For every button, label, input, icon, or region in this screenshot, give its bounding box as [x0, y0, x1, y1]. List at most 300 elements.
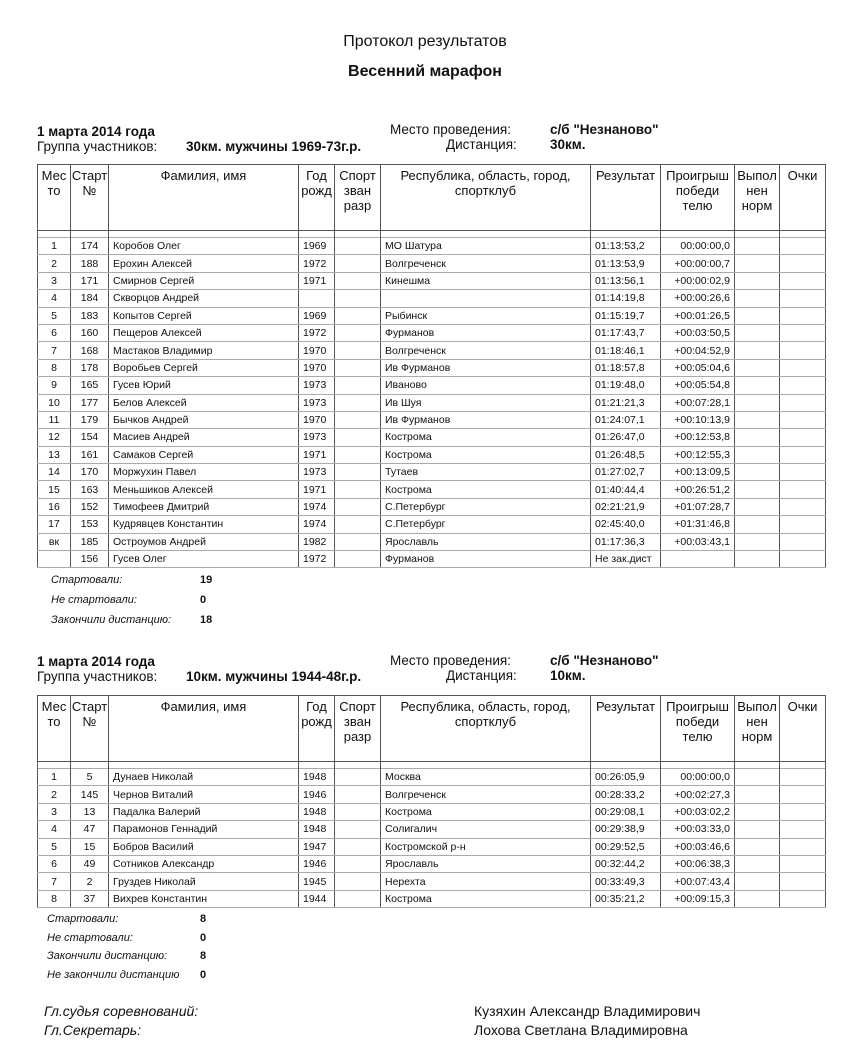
- points-cell: [780, 803, 826, 820]
- sport-rank-cell: [335, 342, 381, 359]
- start-number-cell: 152: [71, 498, 109, 515]
- gap-cell: +00:00:02,9: [661, 272, 735, 289]
- norm-cell: [735, 516, 780, 533]
- result-cell: 01:13:56,1: [591, 272, 661, 289]
- result-cell: 01:18:46,1: [591, 342, 661, 359]
- col-norm-header: Выпол нен норм: [735, 696, 780, 762]
- chief-judge-name: Кузяхин Александр Владимирович: [474, 1003, 701, 1019]
- gap-cell: +00:00:00,7: [661, 255, 735, 272]
- col-gap-header: Проигрыш победи телю: [661, 165, 735, 231]
- start-number-cell: 170: [71, 464, 109, 481]
- birth-year-cell: 1973: [299, 464, 335, 481]
- col-points-header: Очки: [780, 696, 826, 762]
- points-cell: [780, 359, 826, 376]
- norm-cell: [735, 429, 780, 446]
- gap-cell: +00:12:55,3: [661, 446, 735, 463]
- sport-rank-cell: [335, 377, 381, 394]
- gap-cell: +00:03:50,5: [661, 324, 735, 341]
- start-number-cell: 163: [71, 481, 109, 498]
- gap-cell: +01:07:28,7: [661, 498, 735, 515]
- result-cell: Не зак.дист: [591, 551, 661, 568]
- result-cell: 01:15:19,7: [591, 307, 661, 324]
- start-number-cell: 153: [71, 516, 109, 533]
- col-birth-year-header: Год рожд: [299, 165, 335, 231]
- norm-cell: [735, 769, 780, 786]
- place-cell: [38, 551, 71, 568]
- points-cell: [780, 342, 826, 359]
- points-cell: [780, 324, 826, 341]
- sport-rank-cell: [335, 481, 381, 498]
- result-cell: 01:26:48,5: [591, 446, 661, 463]
- chief-secretary-name: Лохова Светлана Владимировна: [474, 1022, 688, 1038]
- norm-cell: [735, 394, 780, 411]
- name-cell: Смирнов Сергей: [109, 272, 299, 289]
- table-row: [38, 890, 826, 907]
- points-cell: [780, 769, 826, 786]
- birth-year-cell: 1970: [299, 342, 335, 359]
- start-number-cell: 188: [71, 255, 109, 272]
- sport-rank-cell: [335, 533, 381, 550]
- name-cell: Пещеров Алексей: [109, 324, 299, 341]
- place-cell: 1: [38, 238, 71, 255]
- start-number-cell: 160: [71, 324, 109, 341]
- points-cell: [780, 786, 826, 803]
- norm-cell: [735, 803, 780, 820]
- place-cell: 11: [38, 411, 71, 428]
- norm-cell: [735, 873, 780, 890]
- sport-rank-cell: [335, 551, 381, 568]
- club-cell: Ив Фурманов: [381, 359, 591, 376]
- result-cell: 02:21:21,9: [591, 498, 661, 515]
- gap-cell: 00:00:00,0: [661, 769, 735, 786]
- points-cell: [780, 272, 826, 289]
- norm-cell: [735, 464, 780, 481]
- points-cell: [780, 551, 826, 568]
- section-2-venue: с/б "Незнаново": [550, 653, 659, 668]
- club-cell: С.Петербург: [381, 516, 591, 533]
- club-cell: Кострома: [381, 803, 591, 820]
- points-cell: [780, 307, 826, 324]
- club-cell: Волгреченск: [381, 255, 591, 272]
- club-cell: Волгреченск: [381, 342, 591, 359]
- stat-label: Закончили дистанцию:: [47, 950, 168, 962]
- place-cell: 2: [38, 786, 71, 803]
- result-cell: 00:29:38,9: [591, 821, 661, 838]
- norm-cell: [735, 498, 780, 515]
- col-name-header: Фамилия, имя: [109, 165, 299, 231]
- birth-year-cell: 1974: [299, 498, 335, 515]
- place-cell: 5: [38, 307, 71, 324]
- sport-rank-cell: [335, 307, 381, 324]
- birth-year-cell: 1973: [299, 377, 335, 394]
- norm-cell: [735, 838, 780, 855]
- table-row: [38, 324, 826, 341]
- gap-cell: +00:04:52,9: [661, 342, 735, 359]
- club-cell: Фурманов: [381, 551, 591, 568]
- points-cell: [780, 890, 826, 907]
- club-cell: Москва: [381, 769, 591, 786]
- stat-value: 0: [200, 968, 207, 981]
- col-norm-header: Выпол нен норм: [735, 165, 780, 231]
- norm-cell: [735, 255, 780, 272]
- stat-value: 8: [200, 913, 207, 925]
- sport-rank-cell: [335, 359, 381, 376]
- name-cell: Воробьев Сергей: [109, 359, 299, 376]
- name-cell: Ерохин Алексей: [109, 255, 299, 272]
- name-cell: Груздев Николай: [109, 873, 299, 890]
- result-cell: 02:45:40,0: [591, 516, 661, 533]
- gap-cell: [661, 551, 735, 568]
- club-cell: Ив Фурманов: [381, 411, 591, 428]
- section-2-group-label: Группа участников:: [37, 669, 158, 684]
- birth-year-cell: 1973: [299, 394, 335, 411]
- table-row: [38, 255, 826, 272]
- gap-cell: +00:02:27,3: [661, 786, 735, 803]
- col-start-number-header: Старт №: [71, 165, 109, 231]
- club-cell: Ярославль: [381, 855, 591, 872]
- gap-cell: +00:03:33,0: [661, 821, 735, 838]
- table-row: [38, 533, 826, 550]
- birth-year-cell: 1971: [299, 446, 335, 463]
- col-name-header: Фамилия, имя: [109, 696, 299, 762]
- section-1-group: 30км. мужчины 1969-73г.р.: [186, 139, 362, 154]
- col-result-header: Результат: [591, 696, 661, 762]
- club-cell: Костромской р-н: [381, 838, 591, 855]
- result-cell: 01:18:57,8: [591, 359, 661, 376]
- gap-cell: +00:05:04,6: [661, 359, 735, 376]
- start-number-cell: 5: [71, 769, 109, 786]
- norm-cell: [735, 890, 780, 907]
- points-cell: [780, 838, 826, 855]
- result-cell: 01:27:02,7: [591, 464, 661, 481]
- name-cell: Остроумов Андрей: [109, 533, 299, 550]
- gap-cell: +00:06:38,3: [661, 855, 735, 872]
- norm-cell: [735, 855, 780, 872]
- place-cell: 16: [38, 498, 71, 515]
- points-cell: [780, 429, 826, 446]
- start-number-cell: 156: [71, 551, 109, 568]
- result-cell: 01:14:19,8: [591, 290, 661, 307]
- section-1-date: 1 марта 2014 года: [37, 124, 155, 139]
- event-title: Весенний марафон: [348, 63, 502, 80]
- place-cell: 3: [38, 272, 71, 289]
- sport-rank-cell: [335, 272, 381, 289]
- norm-cell: [735, 238, 780, 255]
- norm-cell: [735, 821, 780, 838]
- place-cell: 4: [38, 290, 71, 307]
- points-cell: [780, 411, 826, 428]
- points-cell: [780, 377, 826, 394]
- sport-rank-cell: [335, 238, 381, 255]
- club-cell: Кострома: [381, 429, 591, 446]
- points-cell: [780, 855, 826, 872]
- sport-rank-cell: [335, 821, 381, 838]
- gap-cell: 00:00:00,0: [661, 238, 735, 255]
- club-cell: Рыбинск: [381, 307, 591, 324]
- club-cell: Солигалич: [381, 821, 591, 838]
- section-2-venue-label: Место проведения:: [390, 653, 511, 668]
- place-cell: 8: [38, 359, 71, 376]
- points-cell: [780, 238, 826, 255]
- name-cell: Падалка Валерий: [109, 803, 299, 820]
- gap-cell: +01:31:46,8: [661, 516, 735, 533]
- norm-cell: [735, 411, 780, 428]
- club-cell: С.Петербург: [381, 498, 591, 515]
- table-row: [38, 821, 826, 838]
- birth-year-cell: 1948: [299, 769, 335, 786]
- birth-year-cell: 1973: [299, 429, 335, 446]
- gap-cell: +00:03:46,6: [661, 838, 735, 855]
- start-number-cell: 183: [71, 307, 109, 324]
- start-number-cell: 154: [71, 429, 109, 446]
- club-cell: Иваново: [381, 377, 591, 394]
- section-1-venue-label: Место проведения:: [390, 122, 511, 137]
- place-cell: 5: [38, 838, 71, 855]
- result-cell: 01:26:47,0: [591, 429, 661, 446]
- birth-year-cell: 1972: [299, 551, 335, 568]
- birth-year-cell: 1972: [299, 324, 335, 341]
- points-cell: [780, 481, 826, 498]
- start-number-cell: 165: [71, 377, 109, 394]
- section-2-distance-label: Дистанция:: [446, 668, 517, 683]
- place-cell: 10: [38, 394, 71, 411]
- points-cell: [780, 394, 826, 411]
- place-cell: 6: [38, 855, 71, 872]
- club-cell: Кострома: [381, 446, 591, 463]
- birth-year-cell: 1969: [299, 307, 335, 324]
- name-cell: Самаков Сергей: [109, 446, 299, 463]
- place-cell: 8: [38, 890, 71, 907]
- club-cell: Тутаев: [381, 464, 591, 481]
- place-cell: 9: [38, 377, 71, 394]
- birth-year-cell: [299, 290, 335, 307]
- gap-cell: +00:26:51,2: [661, 481, 735, 498]
- table-row: [38, 377, 826, 394]
- table-row: [38, 307, 826, 324]
- name-cell: Мастаков Владимир: [109, 342, 299, 359]
- start-number-cell: 15: [71, 838, 109, 855]
- col-club-header: Республика, область, город, спортклуб: [381, 696, 591, 762]
- stat-value: 0: [200, 931, 207, 944]
- name-cell: Парамонов Геннадий: [109, 821, 299, 838]
- table-row: [38, 290, 826, 307]
- birth-year-cell: 1947: [299, 838, 335, 855]
- gap-cell: +00:07:28,1: [661, 394, 735, 411]
- birth-year-cell: 1948: [299, 803, 335, 820]
- start-number-cell: 37: [71, 890, 109, 907]
- gap-cell: +00:10:13,9: [661, 411, 735, 428]
- start-number-cell: 185: [71, 533, 109, 550]
- start-number-cell: 49: [71, 855, 109, 872]
- birth-year-cell: 1969: [299, 238, 335, 255]
- gap-cell: +00:01:26,5: [661, 307, 735, 324]
- section-1-distance-label: Дистанция:: [446, 137, 517, 152]
- birth-year-cell: 1982: [299, 533, 335, 550]
- club-cell: Фурманов: [381, 324, 591, 341]
- sport-rank-cell: [335, 429, 381, 446]
- result-cell: 01:17:36,3: [591, 533, 661, 550]
- col-sport-rank-header: Спорт зван разр: [335, 165, 381, 231]
- sport-rank-cell: [335, 516, 381, 533]
- col-start-number-header: Старт №: [71, 696, 109, 762]
- name-cell: Гусев Олег: [109, 551, 299, 568]
- start-number-cell: 171: [71, 272, 109, 289]
- result-cell: 00:29:08,1: [591, 803, 661, 820]
- table-row: [38, 769, 826, 786]
- col-result-header: Результат: [591, 165, 661, 231]
- section-1-venue: с/б "Незнаново": [550, 122, 659, 137]
- club-cell: МО Шатура: [381, 238, 591, 255]
- name-cell: Сотников Александр: [109, 855, 299, 872]
- sport-rank-cell: [335, 803, 381, 820]
- norm-cell: [735, 272, 780, 289]
- chief-judge-label: Гл.судья соревнований:: [44, 1003, 199, 1019]
- gap-cell: +00:05:54,8: [661, 377, 735, 394]
- name-cell: Скворцов Андрей: [109, 290, 299, 307]
- birth-year-cell: 1946: [299, 786, 335, 803]
- norm-cell: [735, 307, 780, 324]
- place-cell: 4: [38, 821, 71, 838]
- result-cell: 01:40:44,4: [591, 481, 661, 498]
- place-cell: 2: [38, 255, 71, 272]
- club-cell: Кострома: [381, 890, 591, 907]
- place-cell: 7: [38, 873, 71, 890]
- table-row: [38, 238, 826, 255]
- birth-year-cell: 1970: [299, 359, 335, 376]
- section-1-distance: 30км.: [550, 137, 586, 152]
- place-cell: 7: [38, 342, 71, 359]
- points-cell: [780, 446, 826, 463]
- norm-cell: [735, 377, 780, 394]
- col-place-header: Мес то: [38, 696, 71, 762]
- name-cell: Чернов Виталий: [109, 786, 299, 803]
- club-cell: Ярославль: [381, 533, 591, 550]
- birth-year-cell: 1970: [299, 411, 335, 428]
- table-row: [38, 464, 826, 481]
- start-number-cell: 177: [71, 394, 109, 411]
- birth-year-cell: 1971: [299, 272, 335, 289]
- points-cell: [780, 290, 826, 307]
- table-row: [38, 855, 826, 872]
- table-row: [38, 481, 826, 498]
- stat-label: Стартовали:: [47, 913, 119, 925]
- sport-rank-cell: [335, 324, 381, 341]
- col-sport-rank-header: Спорт зван разр: [335, 696, 381, 762]
- start-number-cell: 2: [71, 873, 109, 890]
- place-cell: 13: [38, 446, 71, 463]
- place-cell: 6: [38, 324, 71, 341]
- result-cell: 00:28:33,2: [591, 786, 661, 803]
- place-cell: 1: [38, 769, 71, 786]
- result-cell: 01:13:53,2: [591, 238, 661, 255]
- sport-rank-cell: [335, 786, 381, 803]
- sport-rank-cell: [335, 855, 381, 872]
- start-number-cell: 184: [71, 290, 109, 307]
- section-1-group-label: Группа участников:: [37, 139, 158, 154]
- col-place-header: Мес то: [38, 165, 71, 231]
- stat-value: 18: [200, 614, 213, 626]
- club-cell: [381, 290, 591, 307]
- start-number-cell: 47: [71, 821, 109, 838]
- birth-year-cell: 1971: [299, 481, 335, 498]
- name-cell: Тимофеев Дмитрий: [109, 498, 299, 515]
- start-number-cell: 145: [71, 786, 109, 803]
- result-cell: 00:26:05,9: [591, 769, 661, 786]
- stat-value: 8: [200, 950, 207, 962]
- table-row: [38, 359, 826, 376]
- norm-cell: [735, 481, 780, 498]
- place-cell: 17: [38, 516, 71, 533]
- birth-year-cell: 1944: [299, 890, 335, 907]
- norm-cell: [735, 446, 780, 463]
- result-cell: 01:21:21,3: [591, 394, 661, 411]
- points-cell: [780, 533, 826, 550]
- gap-cell: +00:12:53,8: [661, 429, 735, 446]
- name-cell: Бычков Андрей: [109, 411, 299, 428]
- birth-year-cell: 1945: [299, 873, 335, 890]
- points-cell: [780, 498, 826, 515]
- table-row: [38, 446, 826, 463]
- name-cell: Моржухин Павел: [109, 464, 299, 481]
- birth-year-cell: 1946: [299, 855, 335, 872]
- norm-cell: [735, 359, 780, 376]
- stat-value: 19: [200, 574, 213, 586]
- sport-rank-cell: [335, 446, 381, 463]
- club-cell: Волгреченск: [381, 786, 591, 803]
- col-birth-year-header: Год рожд: [299, 696, 335, 762]
- name-cell: Масиев Андрей: [109, 429, 299, 446]
- result-cell: 01:19:48,0: [591, 377, 661, 394]
- points-cell: [780, 821, 826, 838]
- stat-value: 0: [200, 594, 207, 606]
- norm-cell: [735, 533, 780, 550]
- points-cell: [780, 255, 826, 272]
- points-cell: [780, 464, 826, 481]
- place-cell: 15: [38, 481, 71, 498]
- chief-secretary-label: Гл.Секретарь:: [44, 1022, 142, 1038]
- place-cell: 14: [38, 464, 71, 481]
- gap-cell: +00:03:43,1: [661, 533, 735, 550]
- norm-cell: [735, 342, 780, 359]
- table-row: [38, 873, 826, 890]
- club-cell: Ив Шуя: [381, 394, 591, 411]
- sport-rank-cell: [335, 769, 381, 786]
- sport-rank-cell: [335, 873, 381, 890]
- birth-year-cell: 1948: [299, 821, 335, 838]
- start-number-cell: 178: [71, 359, 109, 376]
- table-row: [38, 803, 826, 820]
- name-cell: Гусев Юрий: [109, 377, 299, 394]
- stat-label: Закончили дистанцию:: [51, 614, 172, 626]
- col-points-header: Очки: [780, 165, 826, 231]
- sport-rank-cell: [335, 255, 381, 272]
- club-cell: Кострома: [381, 481, 591, 498]
- sport-rank-cell: [335, 838, 381, 855]
- section-2-group: 10км. мужчины 1944-48г.р.: [186, 669, 362, 684]
- name-cell: Меньшиков Алексей: [109, 481, 299, 498]
- norm-cell: [735, 786, 780, 803]
- place-cell: 3: [38, 803, 71, 820]
- start-number-cell: 179: [71, 411, 109, 428]
- result-cell: 00:29:52,5: [591, 838, 661, 855]
- result-cell: 00:32:44,2: [591, 855, 661, 872]
- start-number-cell: 174: [71, 238, 109, 255]
- table-row: [38, 394, 826, 411]
- table-row: [38, 272, 826, 289]
- section-2-distance: 10км.: [550, 668, 586, 683]
- table-row: [38, 516, 826, 533]
- sport-rank-cell: [335, 498, 381, 515]
